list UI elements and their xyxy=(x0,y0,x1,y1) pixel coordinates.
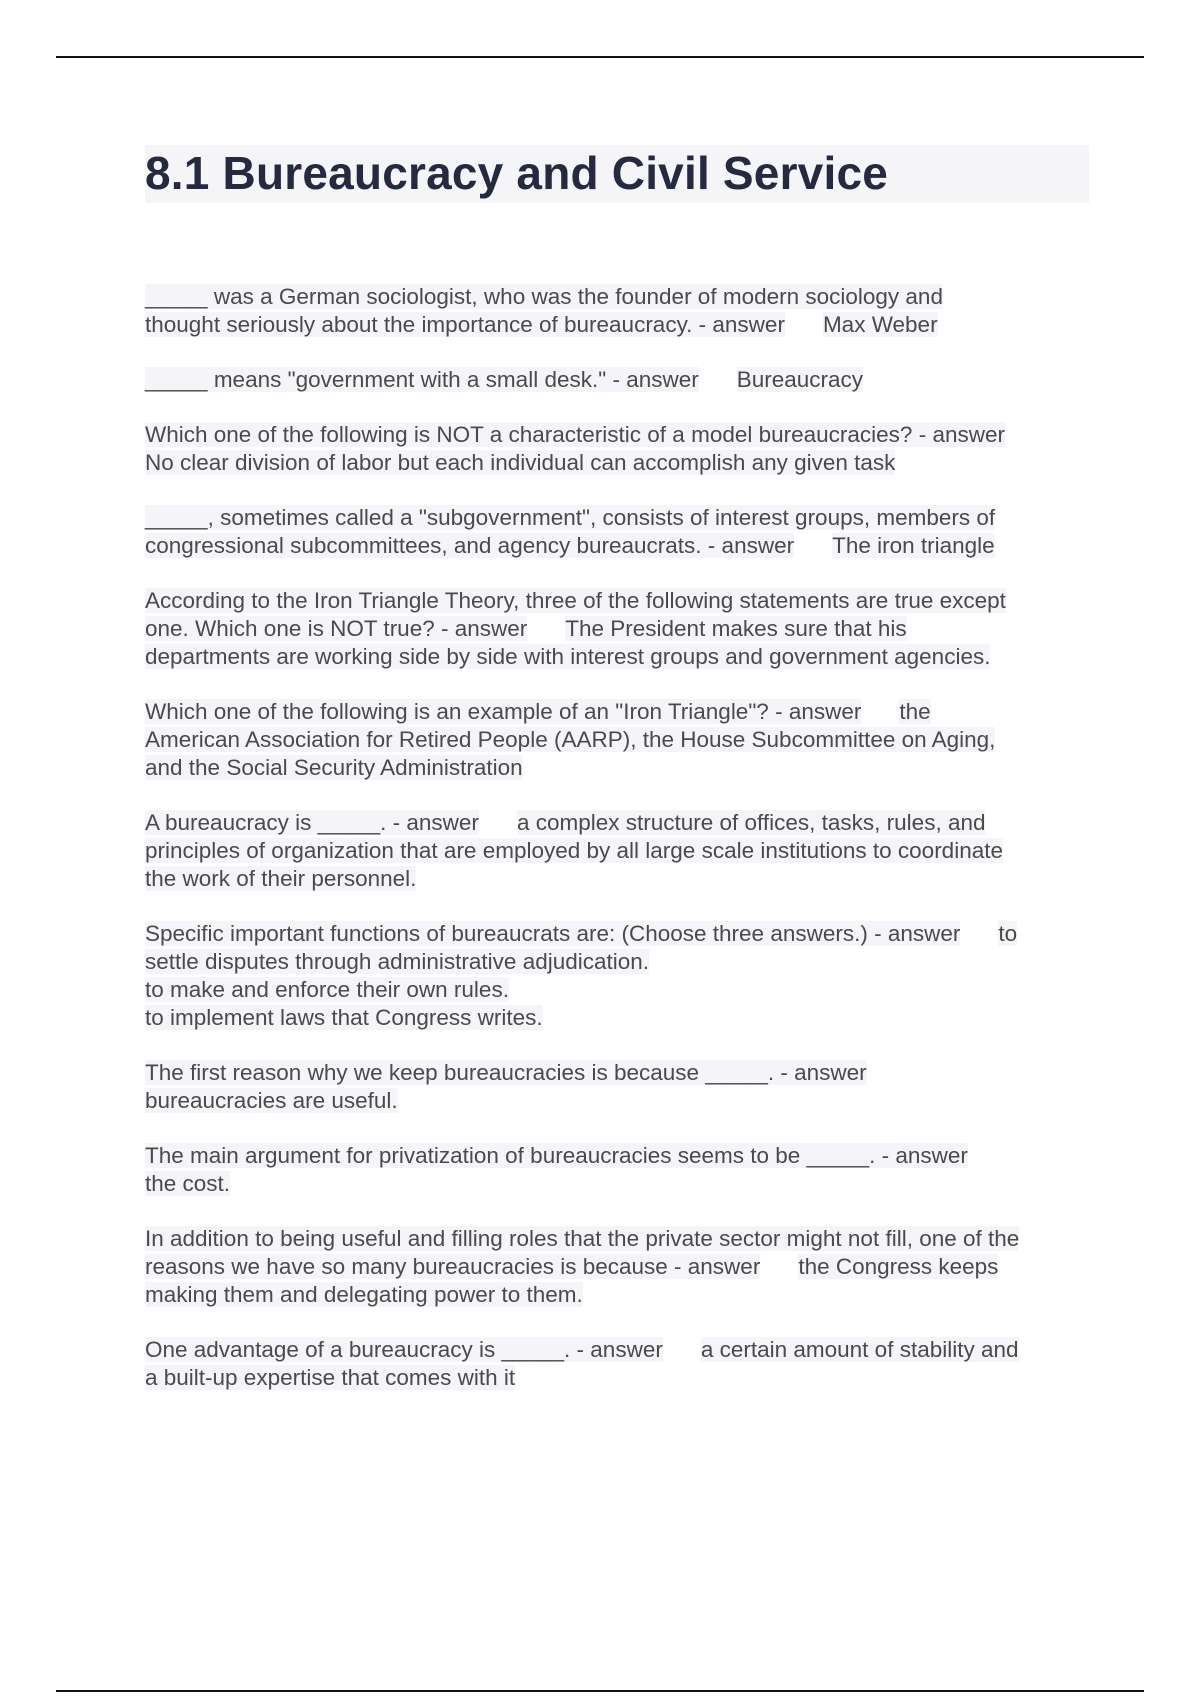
question-text: In addition to being useful and filling roles that the private sector might not fill, one of the xyxy=(145,1226,1020,1251)
answer-text: principles of organization that are employed by all large scale institutions to coordinate xyxy=(145,838,1003,863)
question-text: Specific important functions of bureaucrats are: (Choose three answers.) - answer xyxy=(145,921,961,946)
question-text: one. Which one is NOT true? - answer xyxy=(145,616,528,641)
qa-item-4 xyxy=(145,504,1095,560)
qa-item-10 xyxy=(145,1142,1095,1198)
bottom-rule xyxy=(56,1690,1144,1692)
qa-list xyxy=(145,283,1095,1419)
qa-item-7 xyxy=(145,809,1095,893)
qa-item-3 xyxy=(145,421,1095,477)
answer-text: Max Weber xyxy=(822,312,938,337)
question-text: reasons we have so many bureaucracies is because - answer xyxy=(145,1254,761,1279)
answer-text: and the Social Security Administration xyxy=(145,755,523,780)
question-text: thought seriously about the importance of bureaucracy. - answer xyxy=(145,312,785,337)
question-text: congressional subcommittees, and agency bureaucrats. - answer xyxy=(145,533,795,558)
question-text: _____ was a German sociologist, who was the founder of modern sociology and xyxy=(145,284,943,309)
qa-item-11 xyxy=(145,1225,1095,1309)
qa-item-1 xyxy=(145,283,1095,339)
qa-item-8 xyxy=(145,920,1095,1032)
qa-item-9 xyxy=(145,1059,1095,1115)
answer-text: a built-up expertise that comes with it xyxy=(145,1365,516,1390)
question-text: Which one of the following is an example of an "Iron Triangle"? - answer xyxy=(145,699,862,724)
answer-text: to make and enforce their own rules. xyxy=(145,977,509,1002)
page-title: 8.1 Bureaucracy and Civil Service xyxy=(145,147,889,199)
question-text: The main argument for privatization of bureaucracies seems to be _____. - answer xyxy=(145,1143,968,1168)
answer-text: Bureaucracy xyxy=(736,367,864,392)
answer-text: The iron triangle xyxy=(832,533,995,558)
question-text: _____ means "government with a small desk." - answer xyxy=(145,367,699,392)
answer-text: the work of their personnel. xyxy=(145,866,417,891)
question-text: According to the Iron Triangle Theory, three of the following statements are true except xyxy=(145,588,1006,613)
answer-text: a complex structure of offices, tasks, rules, and xyxy=(516,810,986,835)
question-text: _____, sometimes called a "subgovernment", consists of interest groups, members of xyxy=(145,505,996,530)
question-text: The first reason why we keep bureaucracies is because _____. - answer xyxy=(145,1060,867,1085)
answer-text: The President makes sure that his xyxy=(565,616,907,641)
answer-text: settle disputes through administrative adjudication. xyxy=(145,949,650,974)
top-rule xyxy=(56,56,1144,58)
answer-text: bureaucracies are useful. xyxy=(145,1088,398,1113)
answer-text: American Association for Retired People (AARP), the House Subcommittee on Aging, xyxy=(145,727,996,752)
answer-text: making them and delegating power to them. xyxy=(145,1282,583,1307)
qa-item-6 xyxy=(145,698,1095,782)
qa-item-5 xyxy=(145,587,1095,671)
answer-text: departments are working side by side with interest groups and government agencies. xyxy=(145,644,991,669)
qa-item-2 xyxy=(145,366,1095,394)
answer-text: to implement laws that Congress writes. xyxy=(145,1005,543,1030)
answer-text: the xyxy=(899,699,931,724)
answer-text: to xyxy=(998,921,1018,946)
question-text: Which one of the following is NOT a characteristic of a model bureaucracies? - answer xyxy=(145,422,1005,447)
question-text: One advantage of a bureaucracy is _____. - answer xyxy=(145,1337,663,1362)
answer-text: No clear division of labor but each individual can accomplish any given task xyxy=(145,450,896,475)
answer-text: a certain amount of stability and xyxy=(700,1337,1019,1362)
qa-item-12 xyxy=(145,1336,1095,1392)
answer-text: the Congress keeps xyxy=(798,1254,999,1279)
answer-text: the cost. xyxy=(145,1171,231,1196)
question-text: A bureaucracy is _____. - answer xyxy=(145,810,479,835)
